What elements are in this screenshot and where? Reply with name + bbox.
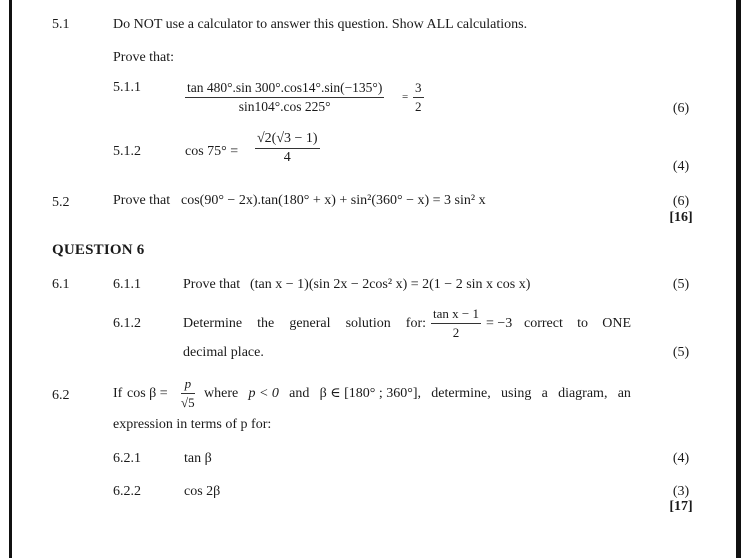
equation-5-1-2-lhs: cos 75° = bbox=[185, 144, 239, 159]
fraction-numerator: √2(√3 − 1) bbox=[255, 131, 320, 149]
question-number-5-1-1: 5.1.1 bbox=[113, 80, 141, 95]
question-6-heading: QUESTION 6 bbox=[52, 242, 145, 258]
word: β ∈ [180° ; 360°], bbox=[319, 386, 422, 401]
question-number-6-2-1: 6.2.1 bbox=[113, 451, 141, 466]
marks-6-2-2: (3) bbox=[672, 484, 690, 499]
question-number-6-2-2: 6.2.2 bbox=[113, 484, 141, 499]
marks-6-1-1: (5) bbox=[672, 277, 690, 292]
total-question-5: [16] bbox=[669, 210, 693, 225]
question-6-1-2-line2: decimal place. bbox=[183, 345, 264, 360]
page-border-left bbox=[9, 0, 12, 558]
question-number-6-1-1: 6.1.1 bbox=[113, 277, 141, 292]
word: using bbox=[501, 386, 532, 401]
marks-6-2-1: (4) bbox=[672, 451, 690, 466]
question-number-6-1-2: 6.1.2 bbox=[113, 316, 141, 331]
word: the bbox=[257, 316, 275, 331]
word: where bbox=[204, 386, 239, 401]
equation-6-1-1: (tan x − 1)(sin 2x − 2cos² x) = 2(1 − 2 sin x cos x) bbox=[250, 277, 531, 292]
fraction-denominator: √5 bbox=[181, 395, 195, 410]
question-6-2-line1 bbox=[204, 386, 631, 402]
marks-6-1-2: (5) bbox=[672, 345, 690, 360]
equation-5-2: cos(90° − 2x).tan(180° + x) + sin²(360° − x) = 3 sin² x bbox=[181, 193, 486, 208]
fraction-denominator: 4 bbox=[283, 150, 291, 165]
prove-that-label: Prove that: bbox=[113, 50, 175, 65]
question-6-1-2-text bbox=[183, 316, 426, 332]
word: to bbox=[577, 316, 588, 331]
question-6-1-2-tail bbox=[524, 316, 631, 332]
prove-that-label-5-2: Prove that bbox=[113, 193, 171, 208]
fraction-denominator: sin104°.cos 225° bbox=[238, 99, 331, 114]
equals-sign: = bbox=[402, 91, 409, 103]
question-number-6-2: 6.2 bbox=[52, 388, 70, 403]
equation-5-1-1-rhs-fraction bbox=[413, 80, 424, 115]
equation-5-1-1-lhs-fraction bbox=[185, 80, 384, 115]
question-number-5-1-2: 5.1.2 bbox=[113, 144, 141, 159]
word: correct bbox=[524, 316, 563, 331]
prove-that-label-6-1-1: Prove that bbox=[183, 277, 241, 292]
word: ONE bbox=[602, 316, 631, 331]
word: for: bbox=[405, 316, 426, 331]
word: general bbox=[289, 316, 331, 331]
expression-6-2-1: tan β bbox=[184, 451, 212, 466]
question-number-6-1: 6.1 bbox=[52, 277, 70, 292]
fraction-numerator: tan 480°.sin 300°.cos14°.sin(−135°) bbox=[185, 80, 384, 98]
fraction-numerator: p bbox=[181, 376, 195, 394]
fraction-denominator: 2 bbox=[452, 325, 460, 340]
word: determine, bbox=[431, 386, 491, 401]
question-number-5-1: 5.1 bbox=[52, 17, 70, 32]
word: Determine bbox=[183, 316, 243, 331]
word: an bbox=[617, 386, 631, 401]
page-border-right bbox=[736, 0, 741, 558]
word: p < 0 bbox=[248, 386, 279, 401]
word: diagram, bbox=[558, 386, 608, 401]
word: and bbox=[289, 386, 310, 401]
fraction-numerator: tan x − 1 bbox=[431, 306, 481, 324]
equation-6-1-2-fraction bbox=[431, 306, 481, 341]
word: a bbox=[541, 386, 548, 401]
fraction-denominator: 2 bbox=[415, 99, 422, 114]
marks-5-2: (6) bbox=[672, 194, 690, 209]
cos-beta-lhs: cos β = bbox=[127, 386, 168, 401]
equation-6-2-fraction bbox=[181, 376, 195, 411]
expression-6-2-2: cos 2β bbox=[184, 484, 221, 499]
word: solution bbox=[345, 316, 391, 331]
marks-5-1-1: (6) bbox=[672, 101, 690, 116]
marks-5-1-2: (4) bbox=[672, 159, 690, 174]
question-6-2-line2: expression in terms of p for: bbox=[113, 417, 272, 432]
equation-5-1-2-fraction bbox=[255, 131, 320, 166]
total-question-6: [17] bbox=[669, 499, 693, 514]
fraction-numerator: 3 bbox=[413, 80, 424, 98]
instruction-text: Do NOT use a calculator to answer this question. Show ALL calculations. bbox=[113, 17, 528, 32]
equation-6-1-2-rhs: = −3 bbox=[486, 316, 513, 331]
question-number-5-2: 5.2 bbox=[52, 195, 70, 210]
if-label: If bbox=[113, 386, 123, 401]
